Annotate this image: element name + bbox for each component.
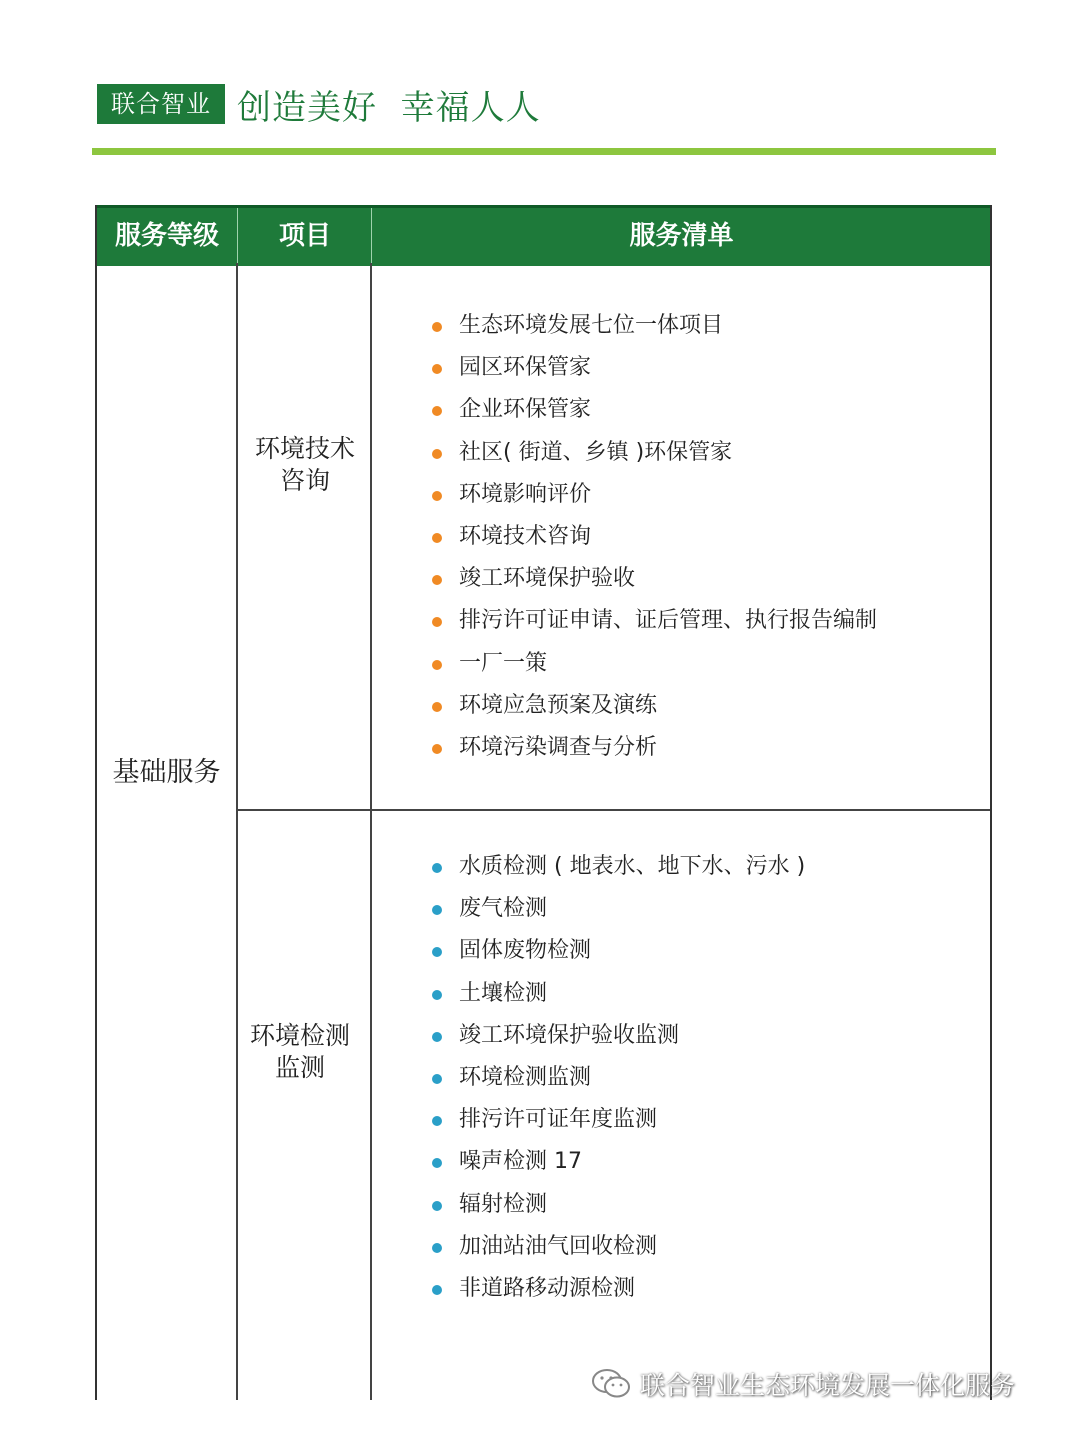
bullet-icon — [432, 491, 442, 501]
service-text: 排污许可证年度监测 — [459, 1107, 658, 1133]
service-table — [95, 205, 992, 1400]
bullet-icon — [432, 744, 442, 754]
bullet-icon — [432, 575, 442, 585]
column-header-level: 服务等级 — [114, 221, 219, 251]
column-header-services: 服务清单 — [371, 208, 991, 266]
bullet-icon — [432, 863, 442, 873]
bullet-icon — [432, 1032, 442, 1042]
header-divider — [92, 148, 996, 155]
bullet-icon — [432, 1285, 442, 1295]
row-divider — [236, 809, 990, 811]
list-item — [427, 1272, 805, 1314]
bullet-icon — [432, 1201, 442, 1211]
service-text: 非道路移动源检测 — [459, 1275, 636, 1301]
bullet-icon — [432, 947, 442, 957]
list-item — [427, 977, 805, 1019]
bullet-icon — [432, 905, 442, 915]
list-item — [427, 309, 877, 351]
bullet-icon — [432, 449, 442, 459]
service-text: 固体废物检测 — [459, 938, 592, 964]
monitoring-service-list — [427, 850, 805, 1314]
item-label-line: 咨询 — [279, 466, 330, 495]
page-header — [97, 84, 541, 128]
wechat-icon — [590, 1367, 634, 1401]
service-text: 排污许可证申请、证后管理、执行报告编制 — [459, 608, 878, 634]
bullet-icon — [432, 702, 442, 712]
service-text: 竣工环境保护验收 — [459, 566, 636, 592]
bullet-icon — [432, 533, 442, 543]
service-text: 环境检测监测 — [459, 1064, 592, 1090]
bullet-icon — [432, 990, 442, 1000]
list-item — [427, 1188, 805, 1230]
item-cell-consulting — [238, 433, 372, 497]
service-text: 噪声检测 17 — [459, 1149, 582, 1175]
bullet-icon — [432, 1158, 442, 1168]
bullet-icon — [432, 364, 442, 374]
service-text: 企业环保管家 — [459, 397, 592, 423]
service-text: 废气检测 — [459, 896, 548, 922]
watermark — [590, 1366, 1015, 1402]
list-item — [427, 934, 805, 976]
watermark-text: 联合智业生态环境发展一体化服务 — [640, 1371, 1016, 1400]
service-text: 生态环境发展七位一体项目 — [459, 313, 724, 338]
bullet-icon — [432, 617, 442, 627]
list-item — [427, 520, 877, 562]
service-text: 土壤检测 — [459, 980, 548, 1006]
bullet-icon — [432, 406, 442, 416]
bullet-icon — [432, 660, 442, 670]
service-text: 社区( 街道、乡镇 )环保管家 — [459, 439, 733, 465]
item-label-line: 环境技术 — [254, 434, 355, 463]
service-text: 一厂一策 — [459, 650, 548, 676]
brand-label: 联合智业 — [97, 84, 225, 124]
list-item — [427, 647, 877, 689]
list-item — [427, 1019, 805, 1061]
service-text: 辐射检测 — [459, 1191, 548, 1217]
bullet-icon — [432, 1074, 442, 1084]
list-item — [427, 1230, 805, 1272]
list-item — [427, 562, 877, 604]
list-item — [427, 1061, 805, 1103]
item-label-line: 环境检测 — [249, 1021, 350, 1050]
list-item — [427, 351, 877, 393]
item-cell-monitoring — [233, 1020, 367, 1084]
service-text: 环境技术咨询 — [459, 523, 592, 549]
list-item — [427, 1103, 805, 1145]
list-item — [427, 604, 877, 646]
service-text: 环境影响评价 — [459, 481, 592, 507]
list-item — [427, 892, 805, 934]
service-level-cell: 基础服务 — [112, 757, 221, 788]
list-item — [427, 478, 877, 520]
service-text: 环境污染调查与分析 — [459, 734, 658, 760]
service-text: 水质检测 ( 地表水、地下水、污水 ) — [459, 854, 806, 879]
consulting-service-list — [427, 309, 877, 773]
bullet-icon — [432, 322, 442, 332]
column-header-item: 项目 — [237, 208, 372, 266]
bullet-icon — [432, 1243, 442, 1253]
service-text: 竣工环境保护验收监测 — [459, 1022, 680, 1048]
list-item — [427, 393, 877, 435]
list-item — [427, 731, 877, 773]
slogan: 创造美好 幸福人人 — [237, 87, 541, 128]
table-header — [97, 205, 990, 266]
list-item — [427, 436, 877, 478]
list-item — [427, 689, 877, 731]
bullet-icon — [432, 1116, 442, 1126]
list-item — [427, 850, 805, 892]
list-item — [427, 1145, 805, 1187]
item-label-line: 监测 — [274, 1053, 325, 1082]
service-text: 加油站油气回收检测 — [459, 1233, 658, 1259]
service-text: 园区环保管家 — [459, 355, 592, 381]
service-text: 环境应急预案及演练 — [459, 692, 658, 718]
